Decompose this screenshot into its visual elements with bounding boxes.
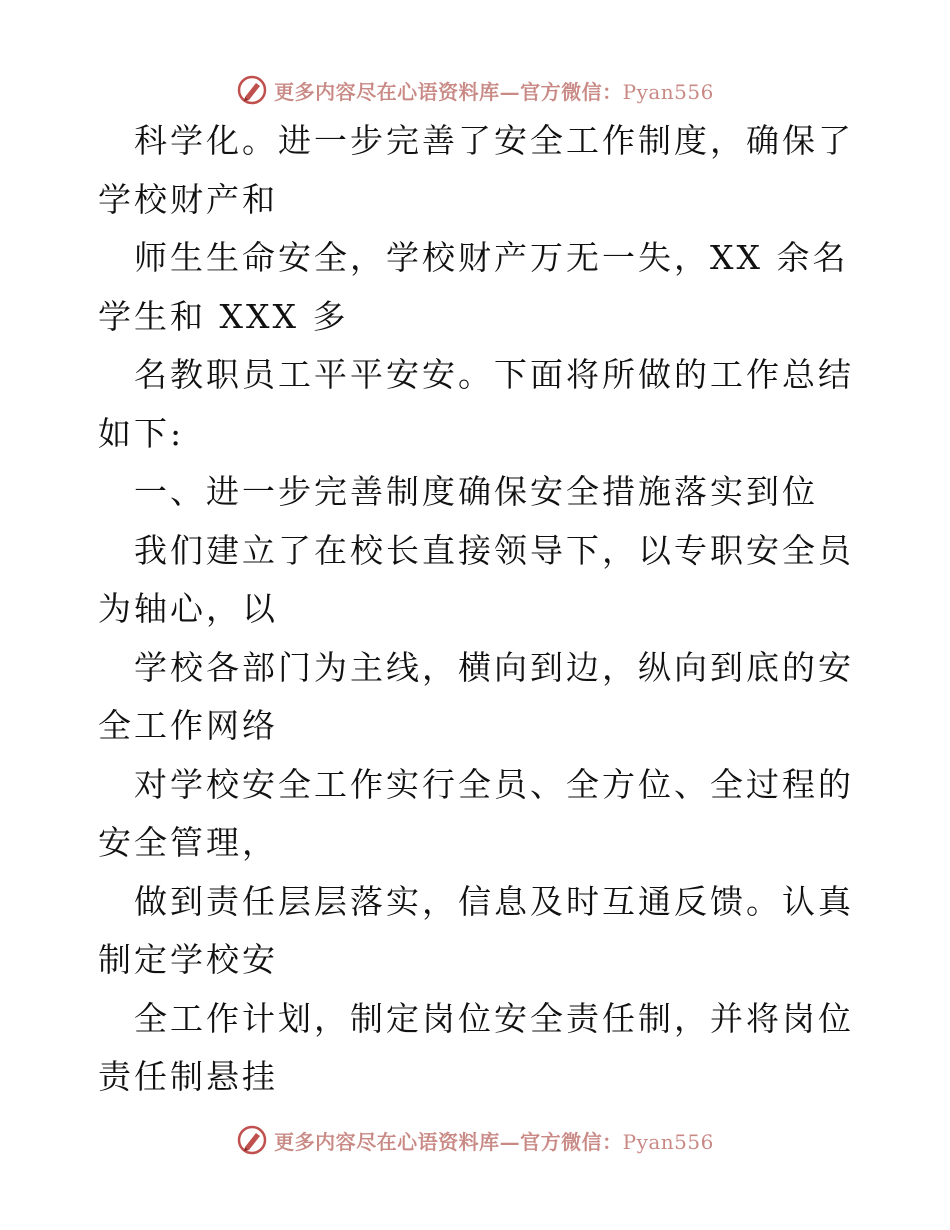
watermark-account: Pyan556 bbox=[622, 1129, 714, 1154]
watermark-text: 更多内容尽在心语资料库—官方微信：Pyan556 bbox=[274, 79, 714, 104]
paragraph: 对学校安全工作实行全员、全方位、全过程的安全管理， bbox=[98, 764, 854, 862]
watermark-banner-top bbox=[0, 70, 950, 110]
paragraph: 做到责任层层落实，信息及时互通反馈。认真制定学校安 bbox=[98, 881, 854, 979]
document-body bbox=[98, 112, 858, 1107]
paragraph: 我们建立了在校长直接领导下，以专职安全员为轴心，以 bbox=[98, 530, 854, 628]
paragraph: 学校各部门为主线，横向到边，纵向到底的安全工作网络 bbox=[98, 647, 854, 745]
pen-circle-logo-icon bbox=[236, 74, 268, 106]
paragraph: 名教职员工平平安安。下面将所做的工作总结如下: bbox=[98, 355, 854, 453]
paragraph: 科学化。进一步完善了安全工作制度，确保了学校财产和 bbox=[98, 121, 854, 219]
watermark-account: Pyan556 bbox=[622, 79, 714, 104]
section-heading: 一、进一步完善制度确保安全措施落实到位 bbox=[134, 472, 818, 511]
watermark-text: 更多内容尽在心语资料库—官方微信：Pyan556 bbox=[274, 1129, 714, 1154]
watermark-banner-bottom bbox=[0, 1120, 950, 1160]
paragraph: 师生生命安全，学校财产万无一失，XX 余名学生和 XXX 多 bbox=[98, 238, 849, 336]
paragraph: 全工作计划，制定岗位安全责任制，并将岗位责任制悬挂 bbox=[98, 998, 854, 1096]
pen-circle-logo-icon bbox=[236, 1124, 268, 1156]
